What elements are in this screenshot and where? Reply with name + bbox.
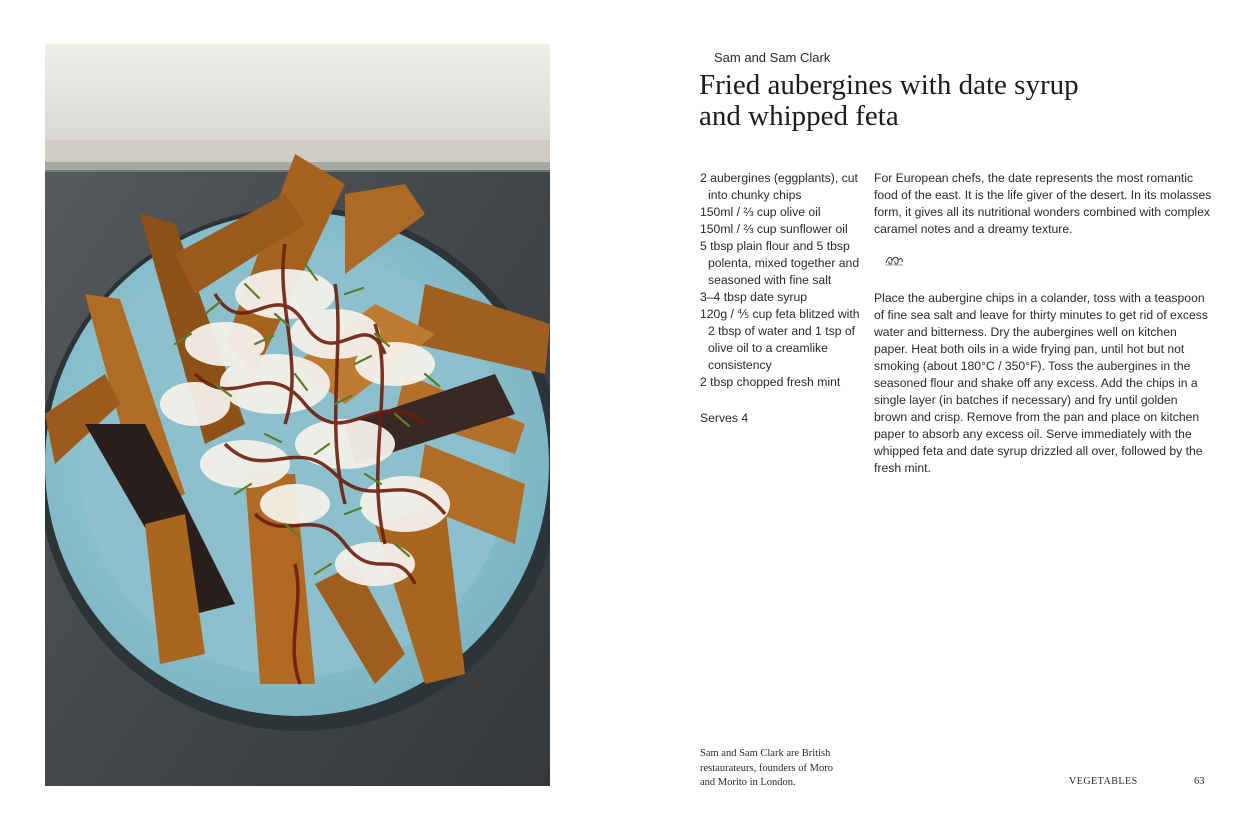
serves-count: Serves 4 [700, 411, 749, 425]
page-number: 63 [1194, 776, 1205, 787]
recipe-title-line-1: Fried aubergines with date syrup [699, 69, 1079, 101]
ingredient-item: 5 tbsp plain flour and 5 tbsp polenta, mixed together and seasoned with fine salt [700, 239, 860, 287]
ingredient-item: 150ml / ⅔ cup olive oil [700, 205, 821, 219]
recipe-photo [45, 44, 550, 786]
recipe-title [699, 70, 1159, 132]
food-photo-illustration [45, 44, 550, 786]
ingredient-item: 3–4 tbsp date syrup [700, 290, 808, 304]
author-bio: Sam and Sam Clark are British restaurateurs, founders of Moro and Morito in London. [700, 748, 833, 788]
section-label: VEGETABLES [1069, 776, 1138, 787]
flourish-ornament-icon [884, 254, 904, 268]
ingredient-item: 2 aubergines (eggplants), cut into chunky chips [700, 171, 858, 202]
ingredient-item: 120g / ⅘ cup feta blitzed with 2 tbsp of water and 1 tsp of olive oil to a creamlike consistency [700, 307, 860, 372]
ingredient-list [700, 170, 865, 391]
recipe-author: Sam and Sam Clark [714, 50, 831, 65]
recipe-method: Place the aubergine chips in a colander, toss with a teaspoon of fine sea salt and leave for thirty minutes to get rid of excess water and bitterness. Dry the aubergines well on kitchen paper. Heat both oils in a wide frying pan, until hot but not smoking (about 180°C / 350°F). Toss the aubergines in the seasoned flour and shake off any excess. Add the chips in a single layer (in batches if necessary) and fry until golden brown and crisp. Remove from the pan and place on kitchen paper to absorb any excess oil. Serve immediately with the whipped feta and date syrup drizzled all over, followed by the fresh mint. [874, 291, 1208, 475]
ingredient-item: 150ml / ⅔ cup sunflower oil [700, 222, 848, 236]
ingredient-item: 2 tbsp chopped fresh mint [700, 375, 841, 389]
recipe-intro: For European chefs, the date represents the most romantic food of the east. It is the life giver of the desert. In its molasses form, it gives all its nutritional wonders combined with complex caramel notes and a dreamy texture. [874, 171, 1212, 236]
recipe-title-line-2: and whipped feta [699, 100, 899, 132]
